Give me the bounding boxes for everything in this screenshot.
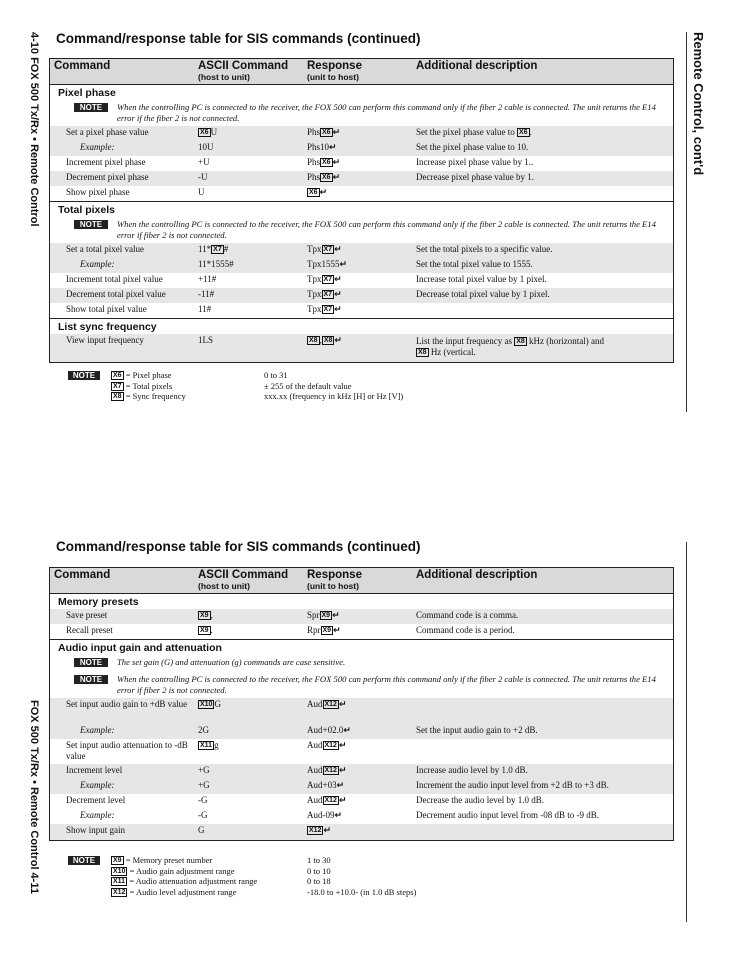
left-margin-header-bottom: FOX 500 Tx/Rx • Remote Control 4-11 [28,700,40,894]
col-ascii: ASCII Command (host to unit) [198,60,289,82]
table-row: Decrement level -G Aud X12 ↵ Decrease the audio level by 1.0 dB. [66,795,544,806]
col-response: Response (unit to host) [307,569,362,591]
table-row: Set input audio attenuation to -dB value X11 g Aud X12 ↵ [66,740,347,761]
enter-icon: ↵ [329,143,337,153]
enter-icon: ↵ [339,260,348,270]
group-title: Pixel phase [58,87,116,99]
section-title-top: Command/response table for SIS commands (continued) [56,31,421,46]
enter-icon: ↵ [338,741,347,751]
enter-icon: ↵ [323,826,332,836]
note: NOTE When the controlling PC is connected to the receiver, the FOX 500 can perform this command only if the fiber 2 cable is connected. The unit returns the E14 error if fiber 2 is not connected. [50,217,673,243]
table-row: Example: 10U Phs10↵ Set the pixel phase value to 10. [50,141,673,156]
group-pixel-phase [50,85,673,202]
note-tag: NOTE [74,220,108,229]
group-list-sync-frequency [50,319,673,362]
right-margin-header: Remote Control, cont'd [691,32,706,176]
table-row: Show pixel phase U X6 ↵ [66,187,328,198]
footnote-ranges-bottom: 1 to 30 0 to 10 0 to 18 -18.0 to +10.0- (in 1.0 dB steps) [307,855,417,897]
table-row: Show input gain G X12 ↵ [50,824,673,840]
col-response: Response (unit to host) [307,60,362,82]
group-title: Memory presets [58,596,139,608]
enter-icon: ↵ [338,766,347,776]
table-row: View input frequency 1LS X8 , X8 ↵ List the input frequency as X8 kHz (horizontal) and X8 Hz (vertical. [50,334,673,362]
table-row: Recall preset X9 . Rpr X9 ↵ Command code is a period. [66,625,515,636]
col-description: Additional description [416,569,538,581]
note-tag: NOTE [74,675,108,684]
sis-table-bottom [49,567,674,841]
enter-icon: ↵ [334,811,343,821]
col-command: Command [54,569,111,581]
table-row: Set a pixel phase value X6 U Phs X6 ↵ Set the pixel phase value to X6 . [50,126,673,141]
note-tag: NOTE [68,371,100,380]
left-margin-header-top: 4-10 FOX 500 Tx/Rx • Remote Control [28,32,40,227]
group-title: Total pixels [58,204,115,216]
col-ascii: ASCII Command (host to unit) [198,569,289,591]
table-row: Increment pixel phase +U Phs X6 ↵ Increase pixel phase value by 1.. [66,157,534,168]
note: NOTE When the controlling PC is connected to the receiver, the FOX 500 can perform this command only if the fiber 2 cable is connected. The unit returns the E14 error if the fiber 2 is not connected. [50,100,673,126]
enter-icon: ↵ [332,173,341,183]
enter-icon: ↵ [319,188,328,198]
table-row: Increment total pixel value +11# Tpx X7 ↵ Increase total pixel value by 1 pixel. [66,274,547,285]
enter-icon: ↵ [334,275,342,285]
col-description: Additional description [416,60,538,72]
footnote-legend-top: X6 = Pixel phase X7 = Total pixels X8 = Sync frequency [113,370,186,401]
note-tag: NOTE [74,103,108,112]
sis-table-top [49,58,674,363]
group-audio-gain [50,640,673,840]
table-row: Example: +G Aud+03↵ Increment the audio input level from +2 dB to +3 dB. [50,779,673,794]
group-memory-presets [50,594,673,640]
enter-icon: ↵ [334,305,342,315]
footnote-ranges-top: 0 to 31 ± 255 of the default value xxx.xx (frequency in kHz [H] or Hz [V]) [264,370,404,401]
table-row: Example: 11*1555# Tpx1555↵ Set the total pixel value to 1555. [50,258,673,273]
note: NOTE When the controlling PC is connected to the receiver, the FOX 500 can perform this command only if the fiber 2 cable is connected. The unit returns the E14 error if fiber 2 is not connected. [50,672,673,698]
table-row: Increment level +G Aud X12 ↵ Increase audio level by 1.0 dB. [50,764,673,779]
table-row: Set a total pixel value 11* X7 # Tpx X7 ↵ Set the total pixels to a specific value. [50,243,673,258]
enter-icon: ↵ [334,290,342,300]
enter-icon: ↵ [332,611,340,621]
group-total-pixels [50,202,673,319]
group-title: List sync frequency [58,321,157,333]
enter-icon: ↵ [332,128,341,138]
note: NOTE The set gain (G) and attenuation (g) commands are case sensitive. [50,655,673,672]
enter-icon: ↵ [333,626,341,636]
table-row: Example: -G Aud-09↵ Decrement audio input level from -08 dB to -9 dB. [80,810,599,821]
right-margin-rule-bottom [686,542,687,922]
table-header [50,568,673,594]
section-title-bottom: Command/response table for SIS commands (continued) [56,539,421,554]
table-row: Decrement pixel phase -U Phs X6 ↵ Decrease pixel phase value by 1. [50,171,673,186]
enter-icon: ↵ [336,781,345,791]
enter-icon: ↵ [343,726,351,736]
footnote-legend-bottom: X9 = Memory preset number X10 = Audio gain adjustment range X11 = Audio attenuation adjustment range X12 = Audio level adjustment range [113,855,258,897]
group-title: Audio input gain and attenuation [58,642,222,654]
table-row: Example: 2G Aud+02.0↵ Set the input audio gain to +2 dB. [50,724,673,739]
enter-icon: ↵ [338,700,347,710]
table-row: Decrement total pixel value -11# Tpx X7 ↵ Decrease total pixel value by 1 pixel. [50,288,673,303]
col-command: Command [54,60,111,72]
enter-icon: ↵ [332,158,341,168]
note-tag: NOTE [74,658,108,667]
enter-icon: ↵ [334,336,342,346]
table-header [50,59,673,85]
table-row: Set input audio gain to +dB value X10 G Aud X12 ↵ [50,698,673,724]
table-row: Save preset X9 , Spr X9 ↵ Command code is a comma. [50,609,673,624]
enter-icon: ↵ [338,796,347,806]
note-tag: NOTE [68,856,100,865]
table-row: Show total pixel value 11# Tpx X7 ↵ [66,304,342,315]
right-margin-rule-top [686,32,687,412]
enter-icon: ↵ [334,245,342,255]
